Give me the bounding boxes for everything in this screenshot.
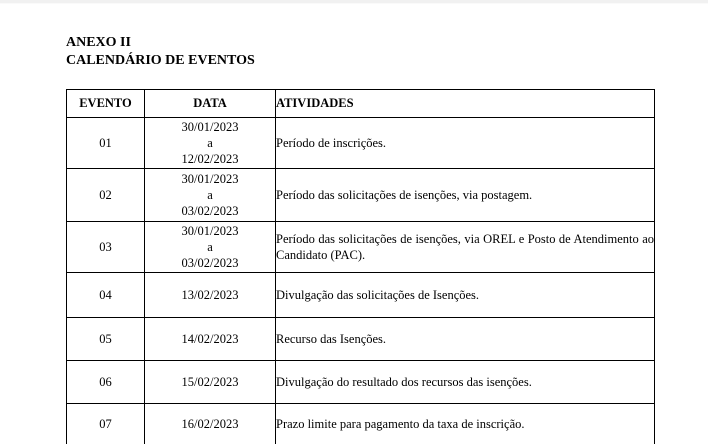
date-line: 13/02/2023 (181, 288, 239, 302)
date-line: 30/01/2023 (181, 172, 239, 186)
date-line: 03/02/2023 (181, 204, 239, 218)
date-line: a (207, 188, 213, 202)
table-row (67, 361, 655, 404)
table-row (67, 273, 655, 318)
table-header-row (67, 90, 655, 118)
table-row (67, 118, 655, 169)
date-line: 16/02/2023 (181, 417, 239, 431)
activity-cell: Período de inscrições. (276, 118, 655, 169)
activity-cell: Recurso das Isenções. (276, 318, 655, 361)
document-title (66, 34, 255, 69)
date-line: 15/02/2023 (181, 375, 239, 389)
event-number-cell: 04 (67, 273, 145, 318)
event-number-cell: 02 (67, 169, 145, 222)
title-line-calendar: CALENDÁRIO DE EVENTOS (66, 52, 255, 68)
title-line-annex: ANEXO II (66, 35, 131, 50)
date-line: a (207, 240, 213, 254)
date-line: 30/01/2023 (181, 224, 239, 238)
column-header-atividades: ATIVIDADES (276, 90, 655, 118)
date-line: a (207, 136, 213, 150)
date-cell (145, 222, 276, 273)
date-line: 03/02/2023 (181, 256, 239, 270)
page-top-edge (0, 0, 708, 4)
event-number-cell: 03 (67, 222, 145, 273)
date-line: 14/02/2023 (181, 332, 239, 346)
column-header-data: DATA (145, 90, 276, 118)
activity-cell: Divulgação do resultado dos recursos das isenções. (276, 361, 655, 404)
date-cell (145, 118, 276, 169)
date-line: 12/02/2023 (181, 152, 239, 166)
table-row (67, 318, 655, 361)
date-cell (145, 169, 276, 222)
date-cell (145, 404, 276, 444)
activity-cell: Período das solicitações de isenções, via postagem. (276, 169, 655, 222)
event-number-cell: 01 (67, 118, 145, 169)
table-row (67, 169, 655, 222)
date-cell (145, 273, 276, 318)
event-number-cell: 05 (67, 318, 145, 361)
date-cell (145, 318, 276, 361)
event-number-cell: 06 (67, 361, 145, 404)
activity-cell: Período das solicitações de isenções, via OREL e Posto de Atendimento ao Candidato (PAC). (276, 222, 655, 273)
table-row (67, 404, 655, 444)
date-line: 30/01/2023 (181, 120, 239, 134)
events-calendar-table (66, 89, 655, 444)
column-header-evento: EVENTO (67, 90, 145, 118)
activity-cell: Divulgação das solicitações de Isenções. (276, 273, 655, 318)
date-cell (145, 361, 276, 404)
table-row (67, 222, 655, 273)
activity-cell: Prazo limite para pagamento da taxa de inscrição. (276, 404, 655, 444)
event-number-cell: 07 (67, 404, 145, 444)
